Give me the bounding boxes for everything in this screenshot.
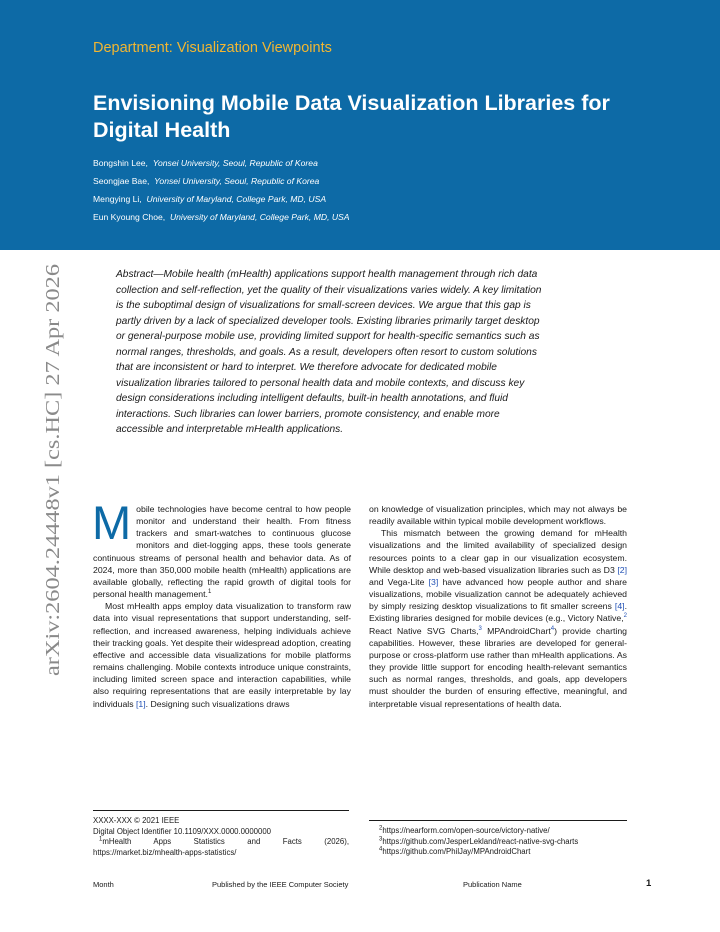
paragraph: on knowledge of visualization principles, which may not always be readily available within typical mobile development workflows. bbox=[369, 504, 627, 527]
footnote-url[interactable]: https://market.biz/mhealth-apps-statistics/ bbox=[93, 847, 237, 857]
footnotes-right bbox=[379, 826, 639, 858]
footnote-marker[interactable]: 3 bbox=[478, 625, 482, 632]
paragraph: Mobile technologies have become central to how people monitor and understand their health. From fitness trackers and smart-watches to continuous glucose monitors and diet-logging apps, these tools generate continuous streams of personal health and behavior data. As of 2024, more than 350,000 mobile health (mHealth) applications are available globally, reflecting the rapid growth of digital tools for personal health management.$^1$ bbox=[92, 496, 351, 600]
body-column-right bbox=[369, 503, 627, 710]
author-affiliation: Yonsei University, Seoul, Republic of Korea bbox=[154, 176, 320, 186]
paragraph: Most mHealth apps employ data visualization to transform raw data into visual representations that support understanding, self-reflection, and increased awareness, helping individuals achieve their tracking goals. Yet despite their widespread adoption, creating effective and accessible data visualizations for mobile platforms remains challenging. Mobile contexts introduce unique constraints, including limited screen space and interaction capabilities, while also requiring representations that are easily interpretable by lay individuals [1]. Designing such visualizations draws bbox=[93, 601, 351, 709]
footnote: $^1$mHealth Apps Statistics and Facts (2026), bbox=[99, 836, 349, 846]
author-line bbox=[93, 172, 350, 190]
author-affiliation: University of Maryland, College Park, MD, USA bbox=[169, 212, 350, 222]
author-line bbox=[93, 190, 350, 208]
author-name: Eun Kyoung Choe, bbox=[93, 212, 166, 222]
body-column-left bbox=[92, 496, 351, 710]
author-name: Mengying Li, bbox=[93, 194, 142, 204]
header-banner bbox=[0, 0, 720, 250]
doi-line: Digital Object Identifier 10.1109/XXX.0000.0000000 bbox=[93, 826, 272, 836]
author-list bbox=[93, 154, 350, 226]
author-affiliation: University of Maryland, College Park, MD, USA bbox=[146, 194, 327, 204]
footnote-marker[interactable]: 4 bbox=[550, 625, 555, 632]
footnote[interactable]: $^4$https://github.com/PhilJay/MPAndroidChart bbox=[379, 846, 531, 856]
author-line bbox=[93, 154, 350, 172]
citation-link[interactable]: [1] bbox=[135, 698, 146, 709]
footer-publication: Publication Name bbox=[463, 880, 522, 889]
footnotes-left bbox=[93, 816, 349, 858]
footnote-marker[interactable]: 2 bbox=[623, 613, 627, 620]
citation-link[interactable]: [2] bbox=[617, 564, 627, 575]
arxiv-id-text: arXiv:2604.24448v1 [cs.HC] 27 Apr 2026 bbox=[43, 345, 64, 676]
footer-publisher: Published by the IEEE Computer Society bbox=[212, 880, 349, 889]
page-number: 1 bbox=[646, 878, 652, 889]
paragraph: This mismatch between the growing demand for mHealth visualizations and the limited availability of specialized design resources points to a clear gap in our visualization ecosystem. While desktop and web-based visualization libraries such as D3 [2] and Vega-Lite [3] have advanced how people author and share visualizations, mobile visualization cannot be adequately achieved by simply resizing desktop visualizations to fit smaller screens [4]. Existing libraries designed for mobile devices (e.g., Victory Native,$^2$ React Native SVG Charts,$^3$ MPAndroidChart$^4$) provide charting capabilities. However, these libraries are developed for general-purpose or cross-platform use rather than mHealth applications. As they provide little support for encoding health-relevant semantics such as normal ranges, thresholds, and goals, app developers must shoulder the burden of ensuring effective, meaningful, and interpretable visual representations of health data. bbox=[369, 528, 628, 709]
department-label: Department: Visualization Viewpoints bbox=[93, 40, 332, 56]
arxiv-identifier bbox=[40, 258, 66, 678]
citation-link[interactable]: [3] bbox=[428, 576, 439, 587]
footnote-divider bbox=[93, 810, 349, 811]
author-name: Seongjae Bae, bbox=[93, 176, 150, 186]
citation-link[interactable]: [4] bbox=[614, 601, 625, 612]
footer-month: Month bbox=[93, 880, 114, 889]
author-name: Bongshin Lee, bbox=[93, 158, 148, 168]
drop-cap: M bbox=[92, 496, 132, 549]
footnote[interactable]: $^2$https://nearform.com/open-source/victory-native/ bbox=[379, 825, 550, 835]
footnote-marker: 1 bbox=[207, 589, 212, 596]
footnote[interactable]: $^3$https://github.com/JesperLekland/react-native-svg-charts bbox=[379, 835, 579, 846]
copyright-line: XXXX-XXX © 2021 IEEE bbox=[93, 816, 180, 825]
author-affiliation: Yonsei University, Seoul, Republic of Korea bbox=[152, 158, 318, 168]
abstract: Abstract—Mobile health (mHealth) applications support health management through rich data collection and self-reflection, yet the quality of their visualizations varies widely. A key limitation is the suboptimal design of visualizations for small-screen devices. We argue that this gap is partly driven by a lack of specialized developer tools. Existing libraries primarily target desktop or general-purpose mobile use, providing limited support for health-specific semantics such as normal ranges, thresholds, and goals. As a result, developers often resort to custom solutions that are inconsistent or hard to interpret. We therefore advocate for dedicated mobile visualization libraries tailored to personal health data and mobile contexts, and discuss key design considerations including intelligent defaults, built-in health annotations, and fluid interactions. Such libraries can lower barriers, promote consistency, and enable more accessible and interpretable mHealth applications. bbox=[116, 269, 542, 435]
footnote-divider bbox=[369, 820, 627, 821]
paper-title: Envisioning Mobile Data Visualization Libraries for Digital Health bbox=[93, 91, 610, 142]
author-line bbox=[93, 208, 350, 226]
